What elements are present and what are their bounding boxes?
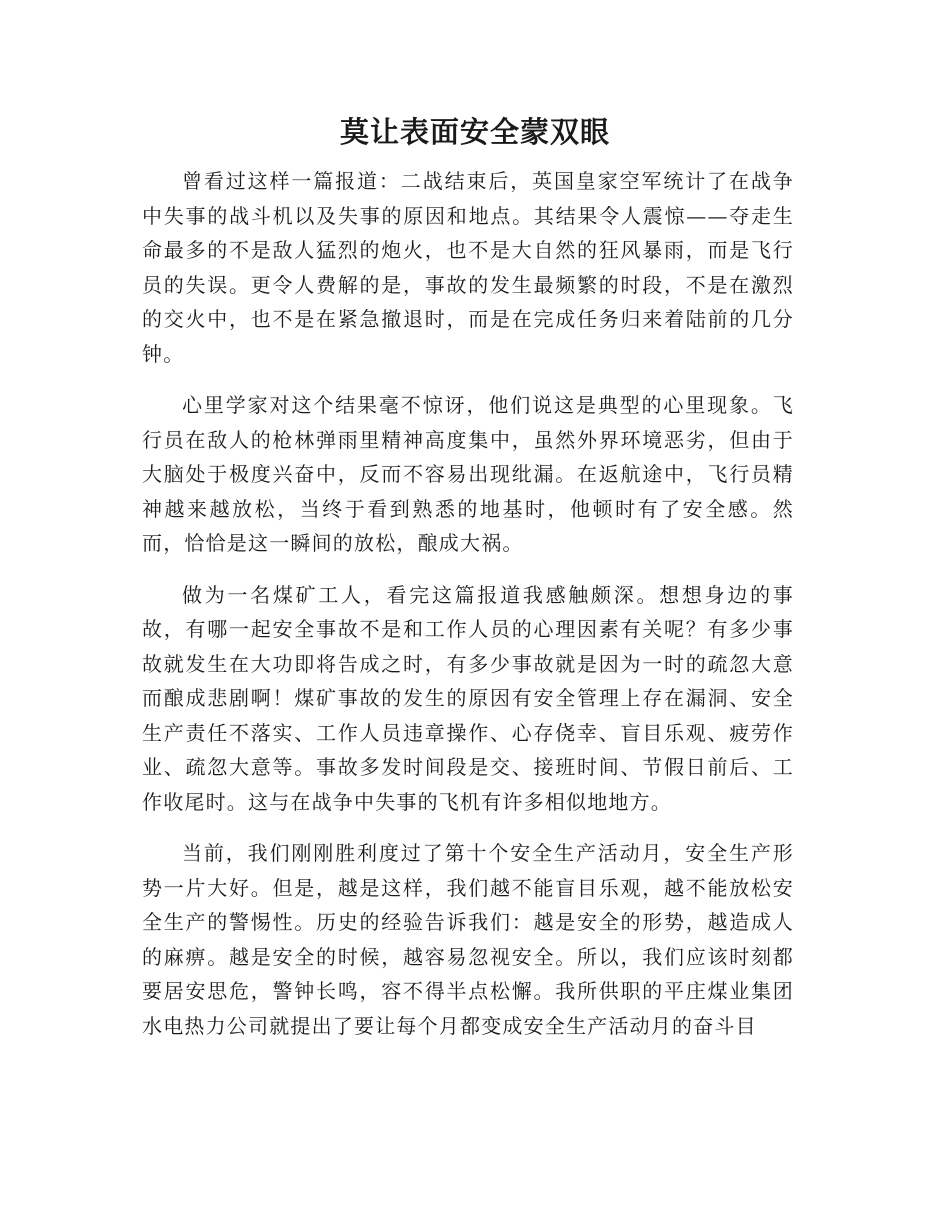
document-body [142, 164, 794, 1060]
paragraph-1: 曾看过这样一篇报道：二战结束后，英国皇家空军统计了在战争中失事的战斗机以及失事的原因和地点。其结果令人震惊——夺走生命最多的不是敌人猛烈的炮火，也不是大自然的狂风暴雨，而是飞行员的失误。更令人费解的是，事故的发生最频繁的时段，不是在激烈的交火中，也不是在紧急撤退时，而是在完成任务归来着陆前的几分钟。 [142, 169, 794, 366]
paragraph-4: 当前，我们刚刚胜利度过了第十个安全生产活动月，安全生产形势一片大好。但是，越是这样，我们越不能盲目乐观，越不能放松安全生产的警惕性。历史的经验告诉我们：越是安全的形势，越造成人的麻痹。越是安全的时候，越容易忽视安全。所以，我们应该时刻都要居安思危，警钟长鸣，容不得半点松懈。我所供职的平庄煤业集团水电热力公司就提出了要让每个月都变成安全生产活动月的奋斗目 [142, 841, 794, 1038]
paragraph-3: 做为一名煤矿工人，看完这篇报道我感触颇深。想想身边的事故，有哪一起安全事故不是和工作人员的心理因素有关呢？有多少事故就发生在大功即将告成之时，有多少事故就是因为一时的疏忽大意而酿成悲剧啊！煤矿事故的发生的原因有安全管理上存在漏洞、安全生产责任不落实、工作人员违章操作、心存侥幸、盲目乐观、疲劳作业、疏忽大意等。事故多发时间段是交、接班时间、节假日前后、工作收尾时。这与在战争中失事的飞机有许多相似地地方。 [142, 582, 794, 814]
paragraph-2: 心里学家对这个结果毫不惊讶，他们说这是典型的心里现象。飞行员在敌人的枪林弹雨里精神高度集中，虽然外界环境恶劣，但由于大脑处于极度兴奋中，反而不容易出现纰漏。在返航途中，飞行员精神越来越放松，当终于看到熟悉的地基时，他顿时有了安全感。然而，恰恰是这一瞬间的放松，酿成大祸。 [142, 393, 794, 555]
document-title: 莫让表面安全蒙双眼 [339, 115, 610, 149]
